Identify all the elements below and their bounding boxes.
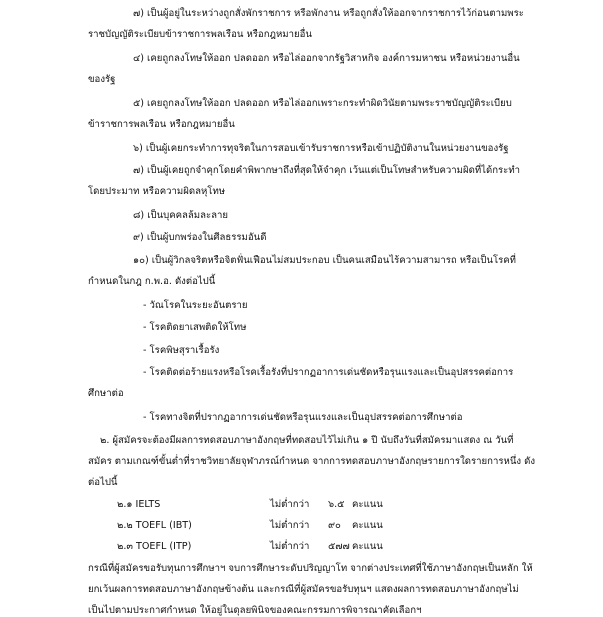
test-unit: คะแนน [352,541,383,552]
disease-item-5: - โรคทางจิตที่ปรากฏอาการเด่นชัดหรือรุนแรงและเป็นอุปสรรคต่อการศึกษาต่อ [143,412,463,423]
test-score: ๖.๕ [328,499,345,510]
test-name: ๒.๑ IELTS [117,499,161,510]
section-2-line-1: ๒. ผู้สมัครจะต้องมีผลการทดสอบภาษาอังกฤษที่ทดสอบไว้ไม่เกิน ๑ ปี นับถึงวันที่สมัครมาแสดง ณ วันที่ [100,435,514,446]
closing-line-2: ยกเว้นผลการทดสอบภาษาอังกฤษข้างต้น และกรณีที่ผู้สมัครขอรับทุนฯ แสดงผลการทดสอบภาษาอังกฤษไม่ [88,584,519,595]
test-name: ๒.๓ TOEFL (ITP) [117,541,192,552]
closing-line-1: กรณีที่ผู้สมัครขอรับทุนการศึกษาฯ จบการศึกษาระดับปริญญาโท จากต่างประเทศที่ใช้ภาษาอังกฤษเป็นหลัก ให้ [88,563,533,574]
item-9: ๙) เป็นผู้บกพร่องในศีลธรรมอันดี [133,232,267,243]
test-name: ๒.๒ TOEFL (IBT) [117,520,192,531]
disease-item-4: - โรคติดต่อร้ายแรงหรือโรคเรื้อรังที่ปรากฏอาการเด่นชัดหรือรุนแรงและเป็นอุปสรรคต่อการ [143,367,514,378]
item-5-line-1: ๕) เคยถูกลงโทษให้ออก ปลดออก หรือไล่ออกเพราะกระทำผิดวินัยตามพระราชบัญญัติระเบียบ [133,98,512,109]
test-unit: คะแนน [352,499,383,510]
test-qualifier: ไม่ต่ำกว่า [270,499,310,510]
disease-item-1: - วัณโรคในระยะอันตราย [143,300,248,311]
section-2-line-2: สมัคร ตามเกณฑ์ขั้นต่ำที่ราชวิทยาลัยจุฬาภรณ์กำหนด จากการทดสอบภาษาอังกฤษรายการใดรายการหนึ่ง ดัง [88,456,536,467]
item-7b-line-1: ๗) เป็นผู้เคยถูกจำคุกโดยคำพิพากษาถึงที่สุดให้จำคุก เว้นแต่เป็นโทษสำหรับความผิดที่ได้กระทำ [133,165,521,176]
item-10-line-1: ๑๐) เป็นผู้วิกลจริตหรือจิตฟั่นเฟือนไม่สมประกอบ เป็นคนเสมือนไร้ความสามารถ หรือเป็นโรคที่ [133,255,516,266]
item-7-line-2: ราชบัญญัติระเบียบข้าราชการพลเรือน หรือกฎหมายอื่น [88,29,312,40]
item-7b-line-2: โดยประมาท หรือความผิดลหุโทษ [88,186,226,197]
item-4-line-2: ของรัฐ [88,74,116,85]
disease-item-2: - โรคติดยาเสพติดให้โทษ [143,322,247,333]
test-unit: คะแนน [352,520,383,531]
item-10-line-2: กำหนดในกฎ ก.พ.อ. ดังต่อไปนี้ [88,276,216,287]
item-4-line-1: ๔) เคยถูกลงโทษให้ออก ปลดออก หรือไล่ออกจากรัฐวิสาหกิจ องค์การมหาชน หรือหน่วยงานอื่น [133,53,520,64]
closing-line-3: เป็นไปตามประกาศกำหนด ให้อยู่ในดุลยพินิจของคณะกรรมการพิจารณาคัดเลือกฯ [88,605,422,616]
disease-item-4-cont: ศึกษาต่อ [88,388,124,399]
item-8: ๘) เป็นบุคคลล้มละลาย [133,210,229,221]
test-score: ๕๗๗ [328,541,350,552]
test-score: ๙๐ [328,520,341,531]
section-2-line-3: ต่อไปนี้ [88,477,118,488]
item-6: ๖) เป็นผู้เคยกระทำการทุจริตในการสอบเข้ารับราชการหรือเข้าปฏิบัติงานในหน่วยงานของรัฐ [133,143,509,154]
test-qualifier: ไม่ต่ำกว่า [270,520,310,531]
item-7-line-1: ๗) เป็นผู้อยู่ในระหว่างถูกสั่งพักราชการ หรือพักงาน หรือถูกสั่งให้ออกจากราชการไว้ก่อนตามพระ [133,8,524,19]
disease-item-3: - โรคพิษสุราเรื้อรัง [143,345,220,356]
item-5-line-2: ข้าราชการพลเรือน หรือกฎหมายอื่น [88,119,235,130]
test-qualifier: ไม่ต่ำกว่า [270,541,310,552]
